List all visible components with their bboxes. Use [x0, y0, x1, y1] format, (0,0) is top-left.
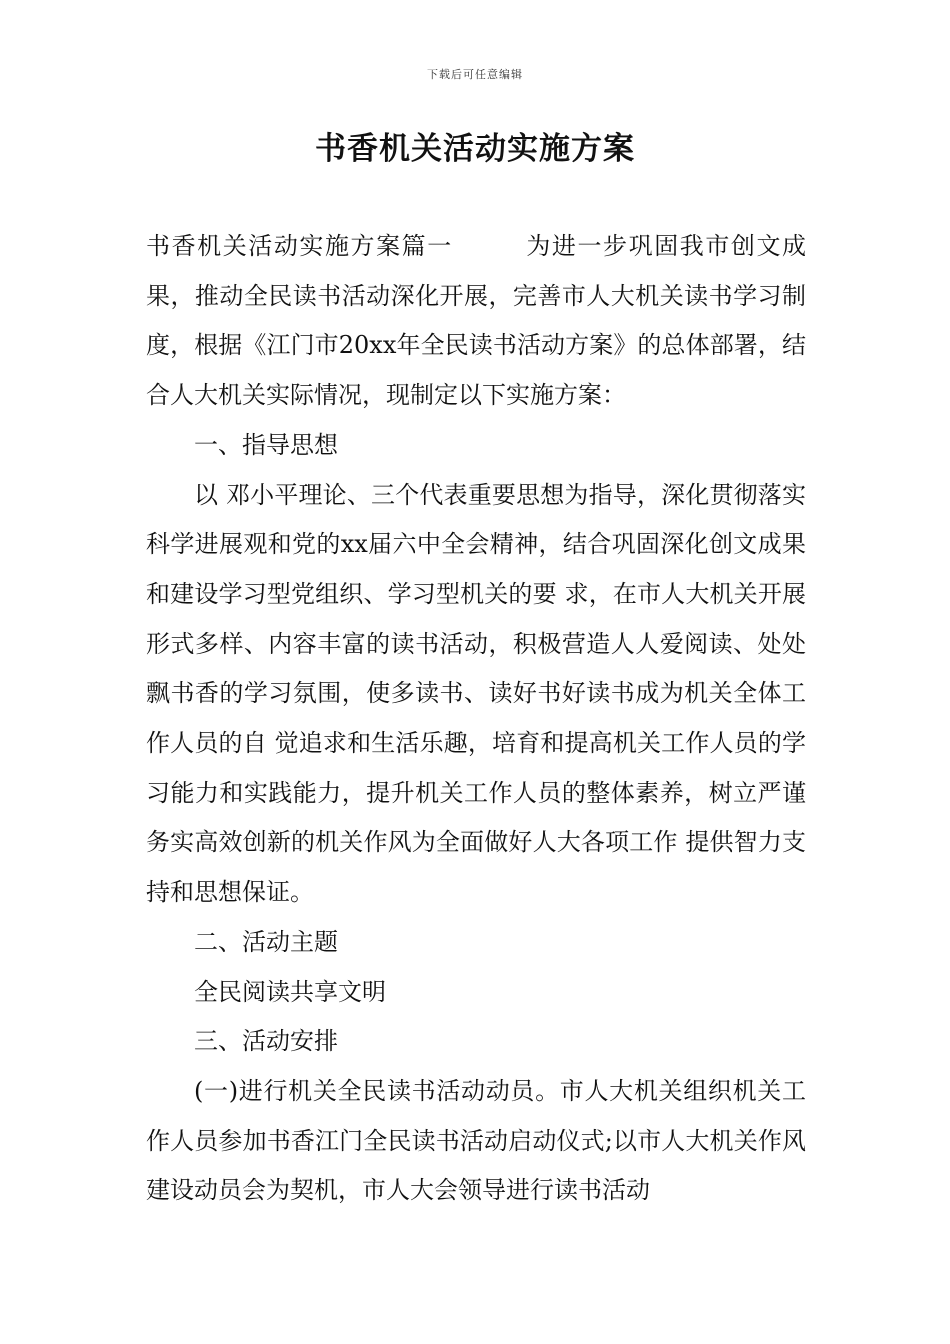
section2-heading: 二、活动主题: [194, 927, 338, 956]
intro-lead: 书香机关活动实施方案篇一: [146, 232, 453, 260]
document-body: [146, 222, 806, 1216]
section2-paragraph: 全民阅读共享文明: [194, 977, 386, 1006]
section1-paragraph: 以 邓小平理论、三个代表重要思想为指导，深化贯彻落实科学进展观和党的xx届六中全会精神，结合巩固深化创文成果和建设学习型党组织、学习型机关的要 求，在市人大机关开展形式多样、内容丰富的读书活动，积极营造人人爱阅读、处处飘书香的学习氛围，使多读书、读好书好读书成为机关全体工作人员的自 觉追求和生活乐趣，培育和提高机关工作人员的学习能力和实践能力，提升机关工作人员的整体素养，树立严谨务实高效创新的机关作风为全面做好人大各项工作 提供智力支持和思想保证。: [146, 480, 806, 907]
intro-text: 为进一步巩固我市创文成果，推动全民读书活动深化开展，完善市人大机关读书学习制度，根据《江门市20xx年全民读书活动方案》的总体部署，结合人大机关实际情况，现制定以下实施方案：: [146, 232, 807, 410]
header-note: 下载后可任意编辑: [427, 68, 523, 81]
section3-heading: 三、活动安排: [194, 1027, 338, 1056]
document-title: 书香机关活动实施方案: [315, 131, 635, 167]
intro-paragraph: [146, 222, 806, 421]
section3-paragraph: (一)进行机关全民读书活动动员。市人大机关组织机关工作人员参加书香江门全民读书活动启动仪式;以市人大机关作风建设动员会为契机，市人大会领导进行读书活动: [146, 1076, 806, 1205]
section1-heading: 一、指导思想: [194, 430, 338, 459]
